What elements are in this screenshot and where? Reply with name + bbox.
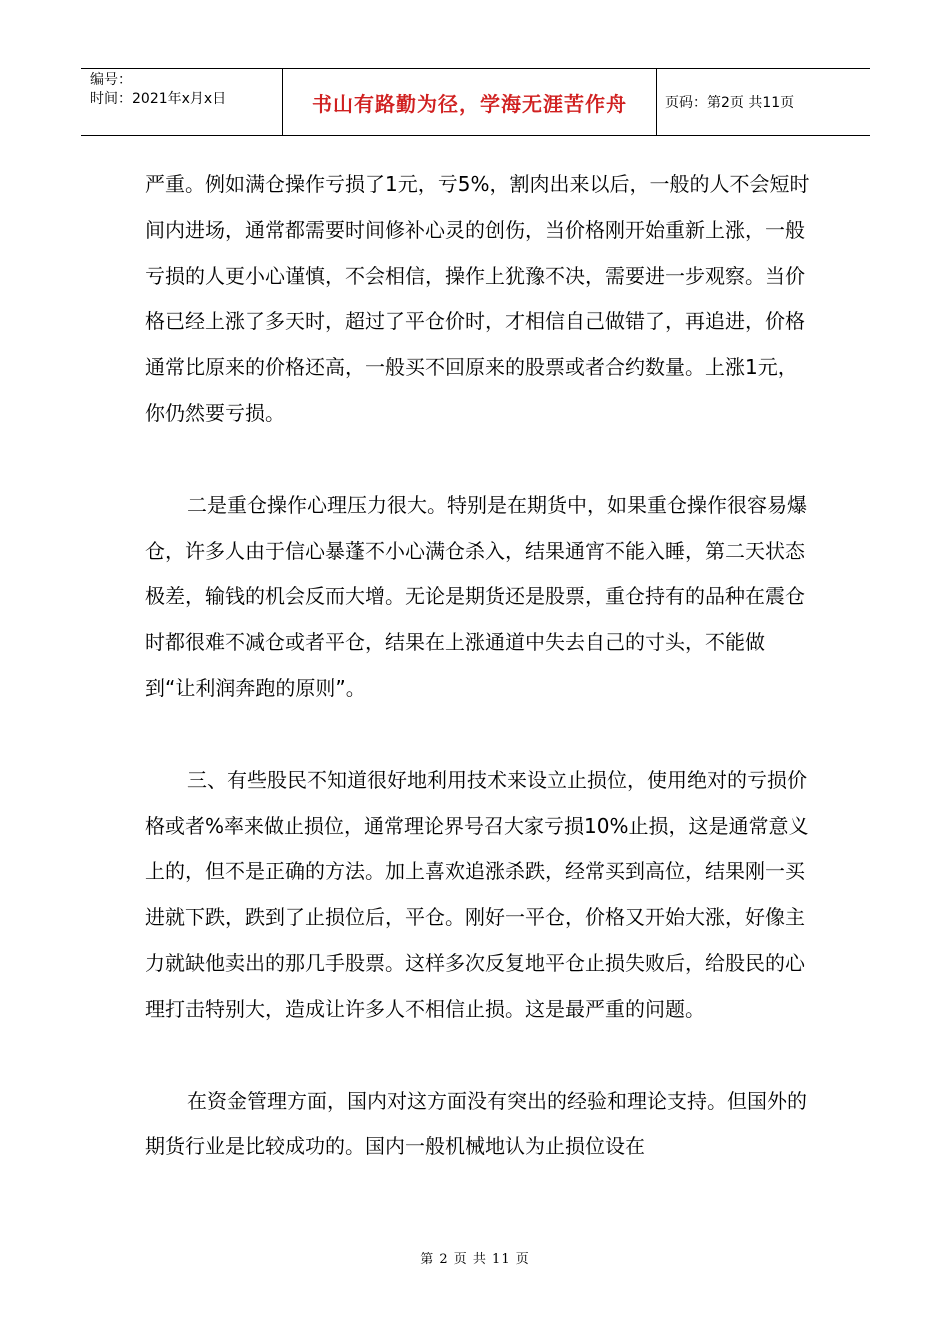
document-body xyxy=(145,162,810,1216)
header-meta xyxy=(81,69,283,135)
paragraph-3: 三、有些股民不知道很好地利用技术来设立止损位，使用绝对的亏损价格或者%率来做止损位，通常理论界号召大家亏损10%止损，这是通常意义上的，但不是正确的方法。加上喜欢追涨杀跌，经常买到高位，结果刚一买进就下跌，跌到了止损位后，平仓。刚好一平仓，价格又开始大涨，好像主力就缺他卖出的那几手股票。这样多次反复地平仓止损失败后，给股民的心理打击特别大，造成让许多人不相信止损。这是最严重的问题。 xyxy=(145,767,809,1021)
paragraph-4: 在资金管理方面，国内对这方面没有突出的经验和理论支持。但国外的期货行业是比较成功的。国内一般机械地认为止损位设在 xyxy=(145,1088,807,1159)
header-motto: 书山有路勤为径，学海无涯苦作舟 xyxy=(283,69,657,135)
header-page-info: 页码：第2页 共11页 xyxy=(665,95,795,111)
document-time-label: 时间：2021年x月x日 xyxy=(90,91,227,107)
paragraph-2: 二是重仓操作心理压力很大。特别是在期货中，如果重仓操作很容易爆仓，许多人由于信心暴蓬不小心满仓杀入，结果通宵不能入睡，第二天状态极差，输钱的机会反而大增。无论是期货还是股票，重仓持有的品种在震仓时都很难不减仓或者平仓，结果在上涨通道中失去自己的寸头，不能做到“让利润奔跑的原则”。 xyxy=(145,492,807,700)
document-number-label: 编号： xyxy=(90,72,132,88)
page-footer: 第 2 页 共 11 页 xyxy=(420,1252,530,1267)
page-header xyxy=(81,68,870,136)
paragraph-1: 严重。例如满仓操作亏损了1元，亏5%，割肉出来以后，一般的人不会短时间内进场，通常都需要时间修补心灵的创伤，当价格刚开始重新上涨，一般亏损的人更小心谨慎，不会相信，操作上犹豫不决，需要进一步观察。当价格已经上涨了多天时，超过了平仓价时，才相信自己做错了，再追进，价格通常比原来的价格还高，一般买不回原来的股票或者合约数量。上涨1元，你仍然要亏损。 xyxy=(145,172,810,425)
